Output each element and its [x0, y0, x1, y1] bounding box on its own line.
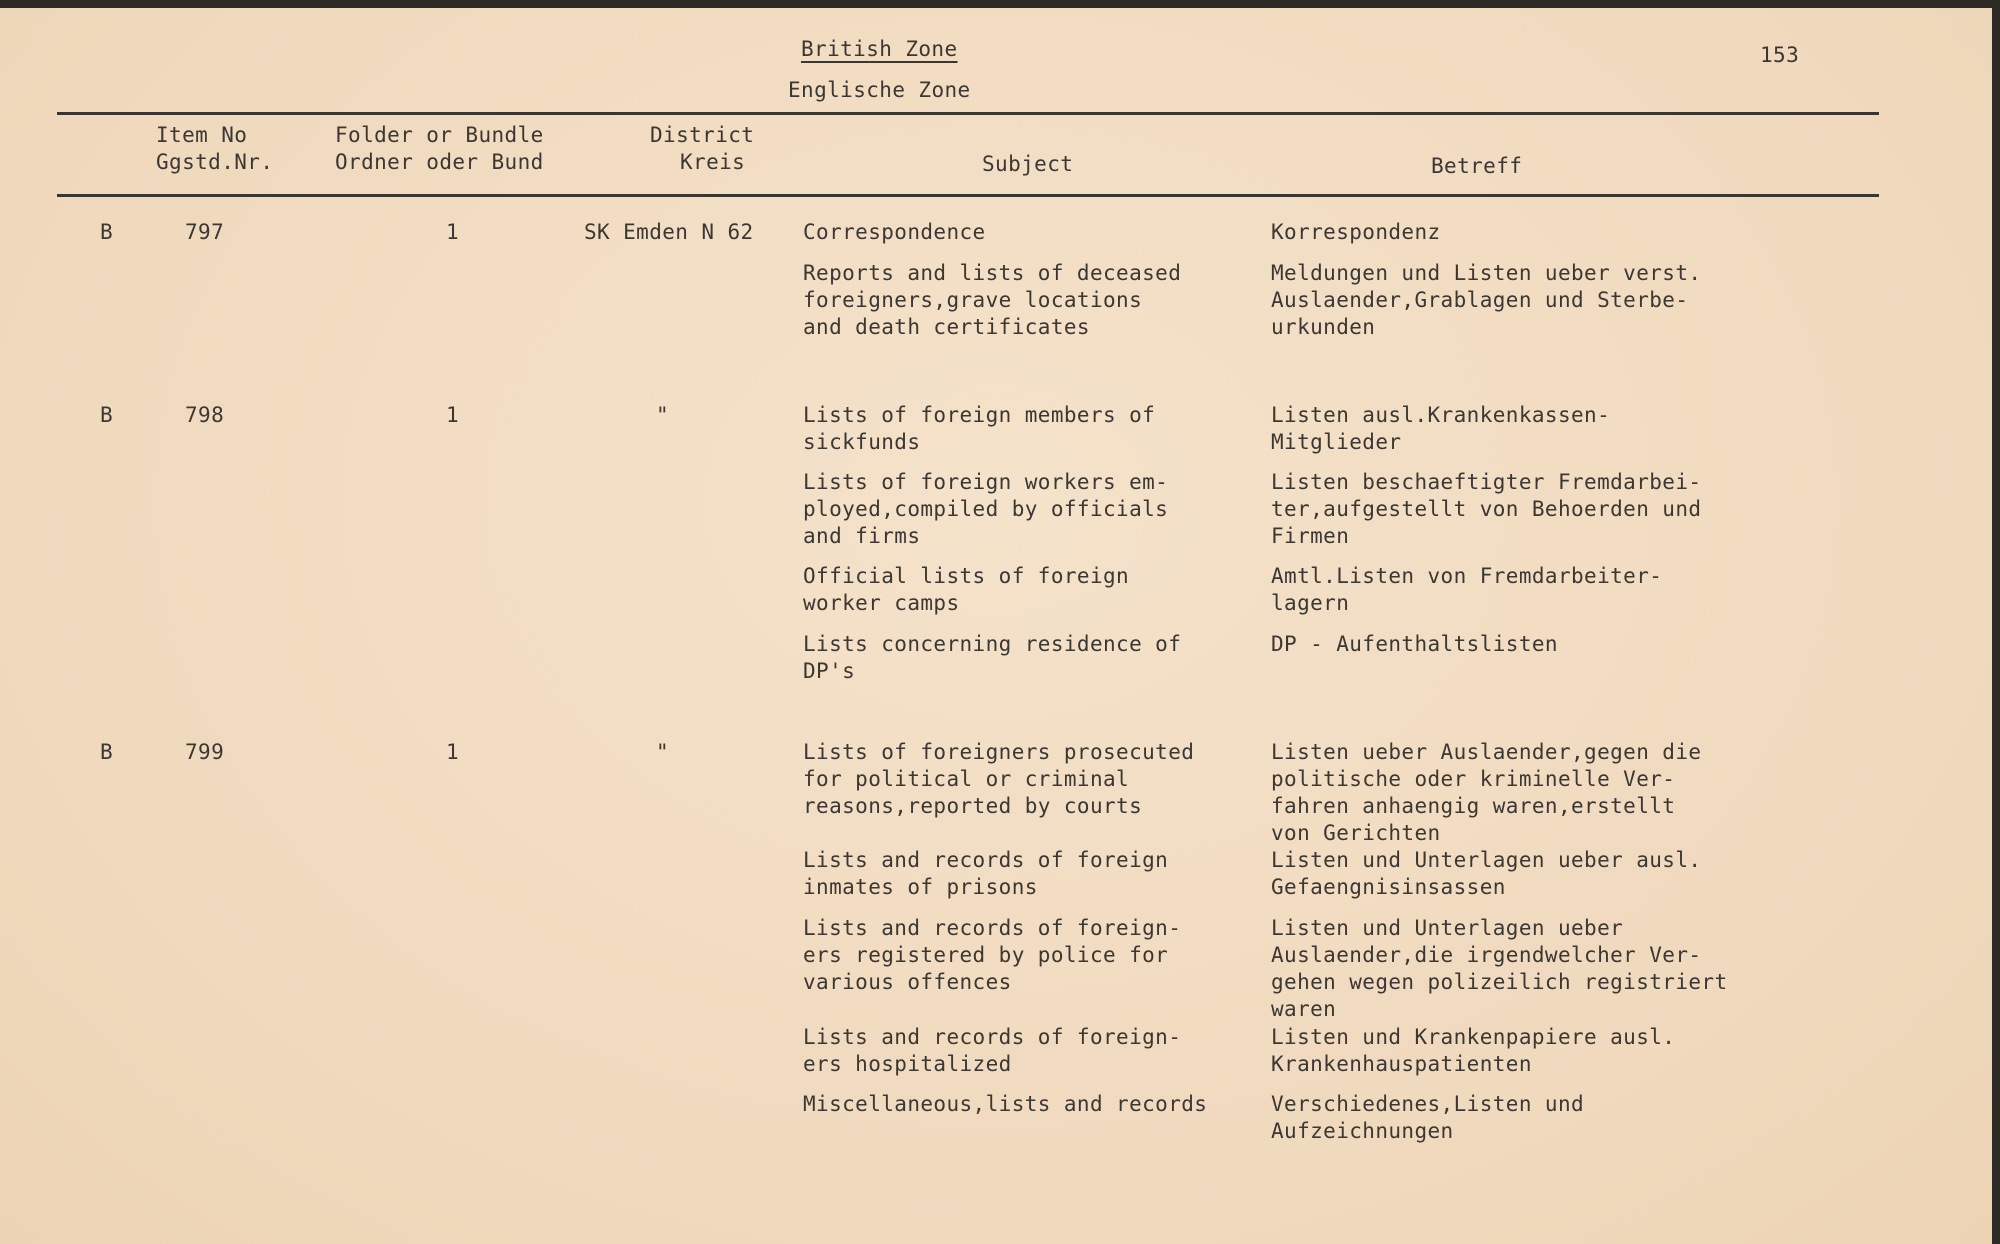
record-betreff: Listen beschaeftigter Fremdarbei- ter,aufgestellt von Behoerden und Firmen: [1271, 470, 1702, 548]
entry-zone: B: [100, 220, 114, 244]
record-betreff: Korrespondenz: [1271, 220, 1441, 244]
record-subject: Lists of foreign members of sickfunds: [803, 403, 1156, 454]
entry-folder: 1: [446, 740, 460, 764]
col-district-de: Kreis: [680, 150, 746, 174]
entry-district: SK Emden N 62: [584, 220, 754, 244]
record-subject: Lists and records of foreign inmates of prisons: [803, 848, 1169, 899]
record-subject: Correspondence: [803, 220, 986, 244]
page-number: 153: [1760, 43, 1800, 67]
record-betreff: Meldungen und Listen ueber verst. Auslaender,Grablagen und Sterbe- urkunden: [1271, 261, 1702, 339]
record-betreff: Listen ueber Auslaender,gegen die politische oder kriminelle Ver- fahren anhaengig waren,erstellt von Gerichten: [1271, 740, 1702, 845]
entry-zone: B: [100, 403, 114, 427]
page-title: British Zone: [801, 37, 958, 61]
header-rule-bottom: [57, 194, 1879, 197]
record-betreff: Listen und Unterlagen ueber Auslaender,die irgendwelcher Ver- gehen wegen polizeilich registriert waren: [1271, 916, 1728, 1021]
entry-district: ": [656, 740, 670, 764]
entry-folder: 1: [446, 220, 460, 244]
col-betreff: Betreff: [1431, 154, 1523, 178]
page-subtitle: Englische Zone: [788, 78, 971, 102]
document-page: [0, 8, 1992, 1244]
record-subject: Official lists of foreign worker camps: [803, 564, 1130, 615]
entry-item-no: 797: [185, 220, 225, 244]
record-betreff: Listen ausl.Krankenkassen- Mitglieder: [1271, 403, 1611, 454]
record-subject: Reports and lists of deceased foreigners,grave locations and death certificates: [803, 261, 1182, 339]
record-subject: Miscellaneous,lists and records: [803, 1092, 1208, 1116]
record-subject: Lists concerning residence of DP's: [803, 632, 1182, 683]
record-subject: Lists and records of foreign- ers hospitalized: [803, 1025, 1182, 1076]
record-subject: Lists of foreign workers em- ployed,compiled by officials and firms: [803, 470, 1169, 548]
record-betreff: Amtl.Listen von Fremdarbeiter- lagern: [1271, 564, 1663, 615]
entry-district: ": [656, 403, 670, 427]
col-item-no-de: Ggstd.Nr.: [156, 150, 274, 174]
col-folder-en: Folder or Bundle: [335, 123, 544, 147]
entry-item-no: 799: [185, 740, 225, 764]
record-subject: Lists of foreigners prosecuted for political or criminal reasons,reported by courts: [803, 740, 1195, 818]
col-subject: Subject: [982, 152, 1074, 176]
record-subject: Lists and records of foreign- ers registered by police for various offences: [803, 916, 1182, 994]
record-betreff: Listen und Krankenpapiere ausl. Krankenhauspatienten: [1271, 1025, 1676, 1076]
record-betreff: Verschiedenes,Listen und Aufzeichnungen: [1271, 1092, 1585, 1143]
entry-folder: 1: [446, 403, 460, 427]
col-folder-de: Ordner oder Bund: [335, 150, 544, 174]
col-item-no-en: Item No: [156, 123, 248, 147]
record-betreff: DP - Aufenthaltslisten: [1271, 632, 1558, 656]
entry-item-no: 798: [185, 403, 225, 427]
entry-zone: B: [100, 740, 114, 764]
col-district-en: District: [650, 123, 755, 147]
header-rule-top: [57, 112, 1879, 115]
record-betreff: Listen und Unterlagen ueber ausl. Gefaengnisinsassen: [1271, 848, 1702, 899]
